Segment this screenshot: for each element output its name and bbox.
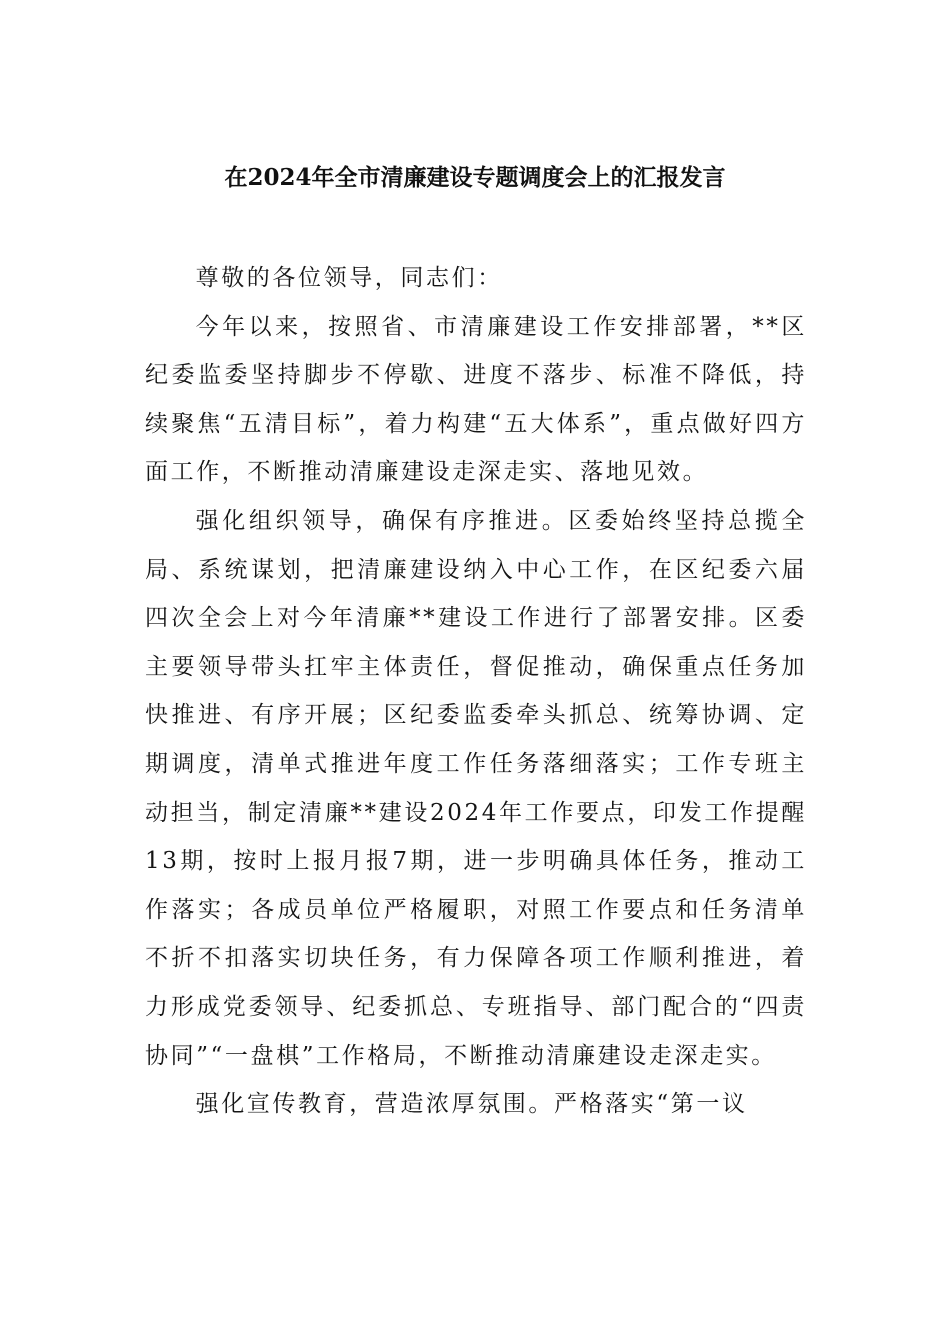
paragraph-publicity: 强化宣传教育，营造浓厚氛围。严格落实“第一议 [195, 1091, 748, 1118]
document-body [145, 254, 807, 1129]
paragraph-organization: 强化组织领导，确保有序推进。区委始终坚持总揽全局、系统谋划，把清廉建设纳入中心工作，在区纪委六届四次全会上对今年清廉**建设工作进行了部署安排。区委主要领导带头扛牢主体责任，督促推动，确保重点任务加快推进、有序开展；区纪委监委牵头抓总、统筹协调、定期调度，清单式推进年度工作任务落细落实；工作专班主动担当，制定清廉**建设2024年工作要点，印发工作提醒13期，按时上报月报7期，进一步明确具体任务，推动工作落实；各成员单位严格履职，对照工作要点和任务清单不折不扣落实切块任务，有力保障各项工作顺利推进，着力形成党委领导、纪委抓总、专班指导、部门配合的“四责协同”“一盘棋”工作格局，不断推动清廉建设走深走实。 [145, 507, 807, 1069]
paragraph-intro: 今年以来，按照省、市清廉建设工作安排部署，**区纪委监委坚持脚步不停歇、进度不落步、标准不降低，持续聚焦“五清目标”，着力构建“五大体系”，重点做好四方面工作，不断推动清廉建设走深走实、落地见效。 [145, 313, 807, 486]
document-title: 在2024年全市清廉建设专题调度会上的汇报发言 [224, 164, 726, 191]
salutation: 尊敬的各位领导，同志们： [195, 265, 503, 291]
